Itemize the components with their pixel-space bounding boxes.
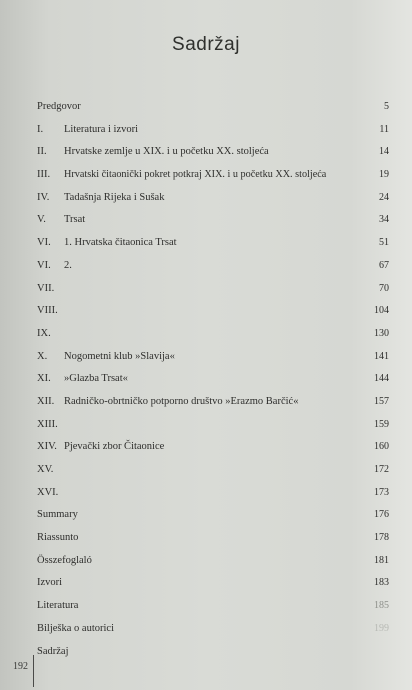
toc-entry-title: Izvori (37, 577, 63, 589)
toc-entry-page: 51 (379, 237, 389, 249)
toc-entry (37, 368, 395, 391)
toc-entry-numeral: XII. (37, 395, 55, 407)
toc-entry-title: Literatura i izvori (64, 123, 139, 135)
toc-entry-title: Tadašnja Rijeka i Sušak (64, 191, 165, 203)
page-title: Sadržaj (172, 34, 240, 55)
toc-entry-title: Nogometni klub »Slavija« (64, 350, 175, 362)
toc-entry-title: Hrvatski čitaonički pokret potkraj XIX. i u početku XX. stoljeća (64, 169, 327, 181)
toc-entry-page: 130 (374, 327, 389, 339)
toc-entry (37, 618, 395, 641)
toc-entry-numeral: XV. (37, 464, 54, 475)
toc-entry-page: 104 (374, 305, 389, 317)
toc-entry-numeral: XIV. (37, 441, 57, 453)
toc-entry (37, 209, 395, 232)
toc-entry-numeral: IV. (37, 191, 50, 203)
toc-entry (37, 459, 395, 482)
toc-entry-numeral: II. (37, 146, 47, 158)
toc-entry-page: 24 (379, 191, 389, 203)
page-number: 192 (13, 661, 28, 672)
toc-entry-title: Összefoglaló (37, 554, 92, 566)
toc-entry-numeral: X. (37, 350, 48, 362)
toc-entry-page: 173 (374, 486, 389, 498)
toc-entry-title: »Glazba Trsat« (64, 373, 128, 385)
toc-entry (37, 504, 395, 527)
toc-entry (37, 96, 395, 119)
toc-entry (37, 119, 395, 142)
toc-entry-numeral: I. (37, 123, 44, 135)
toc-entry (37, 187, 395, 210)
toc-entry-page: 159 (374, 418, 389, 430)
toc-entry-page: 70 (379, 282, 389, 294)
toc-entry (37, 278, 395, 301)
table-of-contents (37, 96, 395, 663)
toc-entry-numeral: XIII. (37, 418, 58, 430)
toc-entry-page: 67 (379, 259, 389, 271)
toc-entry (37, 595, 395, 618)
toc-entry-title: 1. Hrvatska čitaonica Trsat (64, 237, 177, 249)
toc-entry-page: 5 (384, 101, 389, 112)
toc-entry-title: Bilješka o autorici (37, 622, 114, 634)
toc-entry-numeral: III. (37, 169, 51, 181)
toc-entry-numeral: VII. (37, 282, 55, 294)
toc-entry-page: 11 (379, 123, 389, 135)
toc-entry (37, 164, 395, 187)
toc-entry-page: 181 (374, 554, 389, 566)
toc-entry-numeral: VIII. (37, 305, 58, 317)
toc-entry-title: Trsat (64, 214, 86, 226)
toc-entry (37, 323, 395, 346)
toc-entry-page: 34 (379, 214, 389, 226)
toc-entry-numeral: XVI. (37, 486, 59, 498)
toc-entry (37, 550, 395, 573)
toc-entry-title: 2. (64, 259, 72, 271)
toc-entry-title: Sadržaj (37, 645, 69, 657)
toc-entry (37, 141, 395, 164)
toc-entry-title: Pjevački zbor Čitaonice (64, 441, 165, 453)
toc-entry-numeral: IX. (37, 327, 51, 339)
toc-entry-title: Summary (37, 509, 78, 521)
toc-entry (37, 572, 395, 595)
toc-entry-page: 185 (374, 600, 389, 612)
toc-entry-numeral: XI. (37, 373, 51, 385)
toc-entry (37, 391, 395, 414)
folio-rule (33, 655, 34, 687)
toc-entry-page: 178 (374, 532, 389, 544)
toc-entry-page: 14 (379, 146, 389, 158)
toc-entry-title: Hrvatske zemlje u XIX. i u početku XX. stoljeća (64, 146, 269, 158)
toc-entry (37, 641, 395, 664)
toc-entry-page: 19 (379, 169, 389, 181)
toc-entry (37, 436, 395, 459)
toc-entry-numeral: V. (37, 214, 46, 226)
toc-entry (37, 527, 395, 550)
toc-entry-title: Radničko-obrtničko potporno društvo »Erazmo Barčić« (64, 395, 299, 407)
toc-entry-page: 176 (374, 509, 389, 521)
toc-entry (37, 232, 395, 255)
toc-entry-page: 157 (374, 395, 389, 407)
toc-entry-page: 144 (374, 373, 389, 385)
toc-entry-title: Predgovor (37, 101, 81, 112)
toc-entry-page: 160 (374, 441, 389, 453)
toc-entry-page: 141 (374, 350, 389, 362)
toc-entry-page: 199 (374, 622, 389, 634)
toc-entry-page: 172 (374, 464, 389, 475)
toc-entry (37, 482, 395, 505)
toc-entry (37, 300, 395, 323)
toc-entry-numeral: VI. (37, 259, 51, 271)
toc-entry-page: 183 (374, 577, 389, 589)
toc-entry (37, 255, 395, 278)
toc-entry (37, 346, 395, 369)
toc-entry-title: Riassunto (37, 532, 79, 544)
toc-entry-numeral: VI. (37, 237, 51, 249)
toc-entry (37, 414, 395, 437)
toc-entry-title: Literatura (37, 600, 79, 612)
